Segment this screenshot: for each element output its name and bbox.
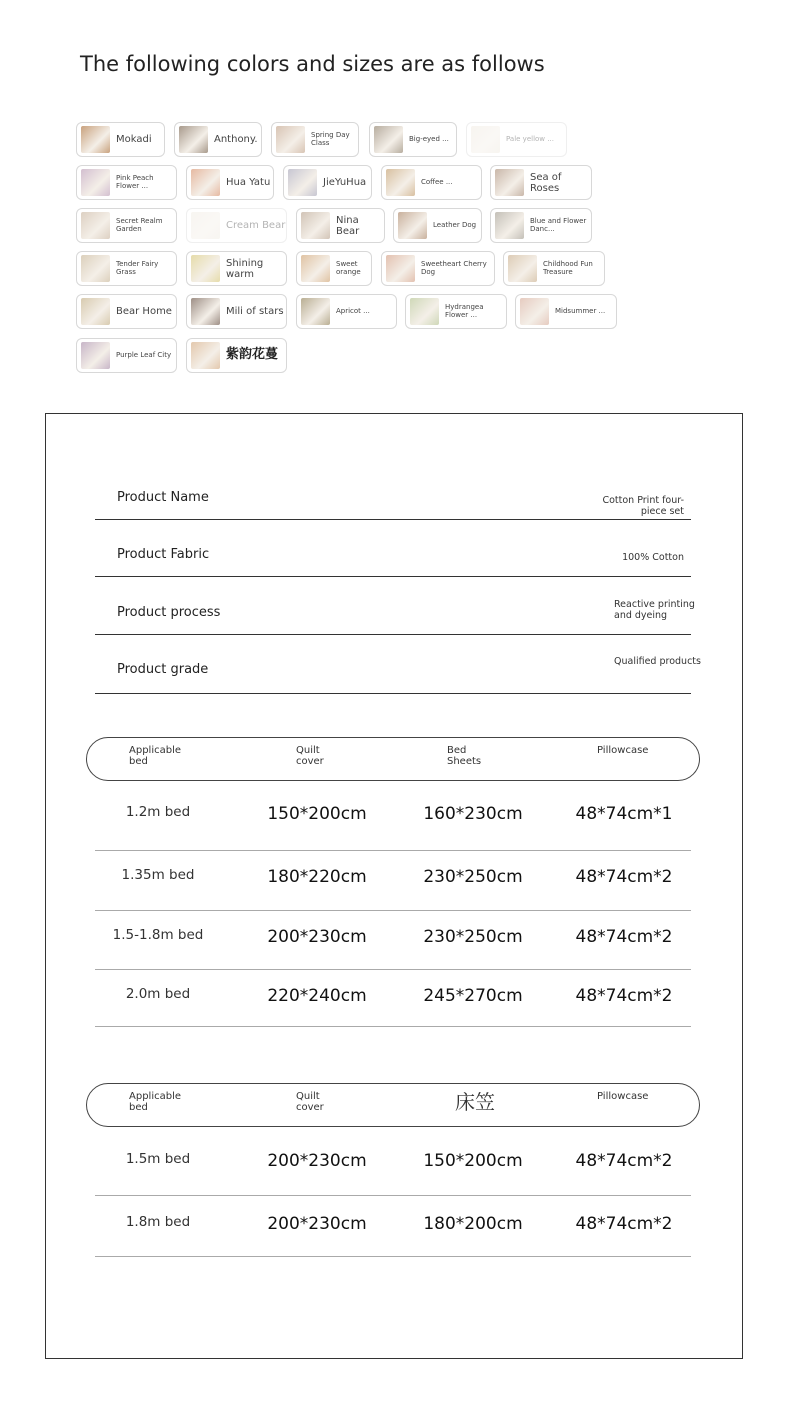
spec-label: Product grade [117, 662, 209, 677]
color-label: Anthony. [214, 134, 258, 145]
color-swatch [495, 212, 524, 239]
color-option[interactable] [174, 122, 262, 157]
table-cell: 48*74cm*2 [575, 1151, 673, 1171]
color-swatch [410, 298, 439, 325]
color-swatch [520, 298, 549, 325]
table-cell: 1.2m bed [125, 804, 191, 820]
color-label: Hydrangea Flower ... [445, 302, 484, 319]
color-label: JieYuHua [323, 177, 367, 188]
color-label: Midsummer ... [555, 306, 606, 315]
color-option[interactable] [369, 122, 457, 157]
table-cell: 200*230cm [267, 1214, 367, 1234]
table-cell: 200*230cm [267, 927, 367, 947]
color-swatch [374, 126, 403, 153]
row-divider [95, 1256, 691, 1257]
color-label: Pink Peach Flower ... [116, 173, 154, 190]
table-cell: 245*270cm [423, 986, 523, 1006]
divider [95, 634, 691, 635]
color-label: Pale yellow ... [506, 134, 554, 143]
color-option[interactable] [186, 165, 274, 200]
color-swatch [276, 126, 305, 153]
table-cell: 48*74cm*2 [575, 986, 673, 1006]
color-swatch [301, 298, 330, 325]
color-option[interactable] [381, 165, 482, 200]
table-cell: 1.35m bed [121, 867, 195, 883]
color-option[interactable] [186, 338, 287, 373]
color-swatch [495, 169, 524, 196]
color-swatch [81, 169, 110, 196]
color-swatch [81, 126, 110, 153]
table-cell: 180*200cm [423, 1214, 523, 1234]
spec-value: 100% Cotton [622, 552, 684, 563]
spec-value: Reactive printing and dyeing [614, 599, 695, 621]
color-label: Sea of Roses [530, 171, 562, 194]
color-label: Mili of stars [226, 306, 284, 317]
column-header: Bed Sheets [447, 745, 482, 767]
color-label: Secret Realm Garden [116, 216, 163, 233]
row-divider [95, 1195, 691, 1196]
spec-label: Product Name [117, 490, 209, 505]
column-header: 床笠 [455, 1090, 495, 1114]
color-option[interactable] [515, 294, 617, 329]
color-label: 紫韵花蔓 [226, 347, 279, 363]
color-option[interactable] [186, 251, 287, 286]
color-swatch [81, 298, 110, 325]
color-swatch [81, 212, 110, 239]
column-header: Applicable bed [129, 1091, 181, 1113]
color-swatch [398, 212, 427, 239]
color-label: Nina Bear [336, 214, 360, 237]
divider [95, 576, 691, 577]
table-cell: 2.0m bed [125, 986, 191, 1002]
row-divider [95, 969, 691, 970]
table-cell: 1.5-1.8m bed [112, 927, 204, 943]
column-header: Pillowcase [597, 1091, 649, 1102]
color-label: Coffee ... [421, 177, 453, 186]
color-option[interactable] [405, 294, 507, 329]
color-label: Purple Leaf City [116, 350, 172, 359]
color-label: Leather Dog [433, 220, 477, 229]
color-swatch [386, 169, 415, 196]
color-swatch [179, 126, 208, 153]
color-option[interactable] [76, 251, 177, 286]
color-option[interactable] [296, 294, 397, 329]
table-cell: 230*250cm [423, 867, 523, 887]
color-option[interactable] [466, 122, 567, 157]
color-option[interactable] [186, 208, 287, 243]
color-swatch [191, 169, 220, 196]
table-cell: 48*74cm*2 [575, 927, 673, 947]
color-label: Tender Fairy Grass [116, 259, 159, 276]
spec-label: Product Fabric [117, 547, 210, 562]
divider [95, 519, 691, 520]
table-cell: 48*74cm*1 [575, 804, 673, 824]
color-label: Apricot ... [336, 306, 370, 315]
color-option[interactable] [296, 208, 385, 243]
column-header: Quilt cover [296, 745, 324, 767]
table-cell: 1.5m bed [125, 1151, 191, 1167]
color-option[interactable] [393, 208, 482, 243]
color-swatch [301, 212, 330, 239]
table-cell: 48*74cm*2 [575, 867, 673, 887]
color-label: Childhood Fun Treasure [543, 259, 593, 276]
table-cell: 150*200cm [267, 804, 367, 824]
color-option[interactable] [186, 294, 287, 329]
color-option[interactable] [76, 338, 177, 373]
color-swatch [81, 255, 110, 282]
color-option[interactable] [76, 294, 177, 329]
color-label: Bear Home [116, 306, 172, 317]
color-option[interactable] [283, 165, 372, 200]
column-header: Quilt cover [296, 1091, 324, 1113]
color-option[interactable] [76, 122, 165, 157]
color-swatch [81, 342, 110, 369]
color-option[interactable] [490, 165, 592, 200]
color-swatch [471, 126, 500, 153]
spec-label: Product process [117, 605, 221, 620]
color-label: Hua Yatu [226, 177, 271, 188]
table-cell: 200*230cm [267, 1151, 367, 1171]
color-option[interactable] [76, 208, 177, 243]
color-option[interactable] [503, 251, 605, 286]
table-cell: 1.8m bed [125, 1214, 191, 1230]
color-swatch [191, 298, 220, 325]
color-option[interactable] [76, 165, 177, 200]
color-swatch [386, 255, 415, 282]
page-heading: The following colors and sizes are as follows [80, 52, 545, 76]
color-option[interactable] [296, 251, 372, 286]
color-option[interactable] [271, 122, 359, 157]
column-header: Pillowcase [597, 745, 649, 756]
color-label: Big-eyed ... [409, 134, 449, 143]
color-label: Mokadi [116, 134, 152, 145]
row-divider [95, 850, 691, 851]
color-option[interactable] [490, 208, 592, 243]
color-swatch [191, 342, 220, 369]
table-cell: 48*74cm*2 [575, 1214, 673, 1234]
table-cell: 230*250cm [423, 927, 523, 947]
column-header: Applicable bed [129, 745, 181, 767]
color-label: Sweetheart Cherry Dog [421, 259, 487, 276]
color-label: Spring Day Class [311, 130, 350, 147]
color-swatch [508, 255, 537, 282]
color-label: Sweet orange [336, 259, 361, 276]
table-cell: 220*240cm [267, 986, 367, 1006]
divider [95, 693, 691, 694]
color-label: Blue and Flower Danc... [530, 216, 587, 233]
table-cell: 180*220cm [267, 867, 367, 887]
table-cell: 150*200cm [423, 1151, 523, 1171]
color-label: Cream Bear [226, 220, 286, 231]
color-swatch [288, 169, 317, 196]
spec-value: Qualified products [614, 656, 701, 667]
table-cell: 160*230cm [423, 804, 523, 824]
row-divider [95, 910, 691, 911]
color-swatch [191, 255, 220, 282]
color-option[interactable] [381, 251, 495, 286]
color-swatch [191, 212, 220, 239]
color-swatch [301, 255, 330, 282]
row-divider [95, 1026, 691, 1027]
spec-value: Cotton Print four-piece set [602, 495, 684, 517]
color-label: Shining warm [226, 257, 264, 280]
